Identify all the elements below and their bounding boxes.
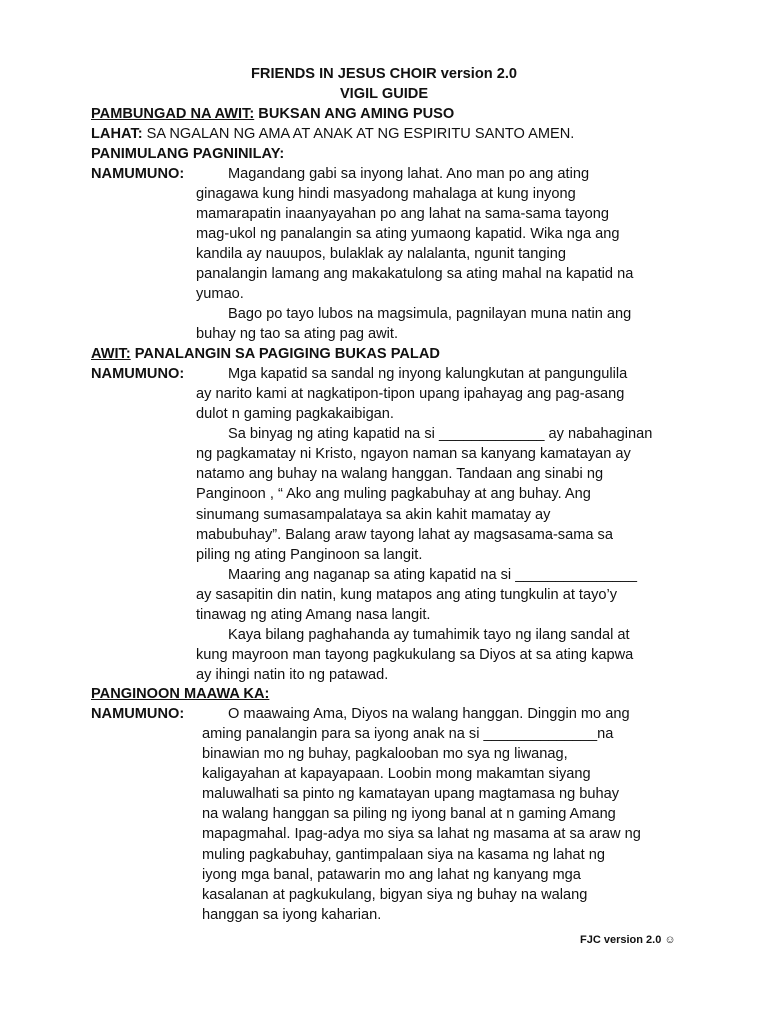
text-line: maluwalhati sa pinto ng kamatayan upang magtamasa ng buhay — [202, 786, 619, 803]
document-subtitle: VIGIL GUIDE — [339, 86, 429, 102]
text-line: kasalanan at pagkukulang, bigyan siya ng buhay na walang — [202, 886, 588, 903]
song2-line — [91, 344, 440, 364]
page-footer: FJC version 2.0 ☺ — [580, 934, 676, 946]
speaker-label-2: NAMUMUNO: — [91, 366, 185, 382]
all-line — [91, 124, 574, 144]
kyrie-heading: PANGINOON MAAWA KA: — [91, 686, 270, 702]
song2-label: AWIT: — [91, 346, 131, 362]
text-line: muling pagkabuhay, gantimpalaan siya na kasama ng lahat ng — [202, 846, 605, 863]
text-line: hanggan sa iyong kaharian. — [202, 906, 382, 923]
text-line: dulot n gaming pagkakaibigan. — [196, 406, 394, 423]
section1-first-line: Magandang gabi sa inyong lahat. Ano man po ang ating — [228, 166, 590, 182]
text-line: mabubuhay”. Balang araw tayong lahat ay magsasama-sama sa — [196, 526, 613, 543]
speaker-label-3: NAMUMUNO: — [91, 706, 185, 722]
text-line: mamarapatin inaanyayahan po ang lahat na sama-sama tayong — [196, 206, 609, 223]
text-line: yumao. — [196, 286, 244, 303]
text-line: kandila ay nauupos, bulaklak ay nalalanta, ngunit tanging — [196, 246, 566, 263]
section1-paragraph-2 — [196, 304, 631, 344]
opening-song-title: BUKSAN ANG AMING PUSO — [258, 106, 455, 122]
opening-song-label: PAMBUNGAD NA AWIT: — [91, 106, 255, 122]
song2-title: PANALANGIN SA PAGIGING BUKAS PALAD — [134, 346, 440, 362]
all-text: SA NGALAN NG AMA AT ANAK AT NG ESPIRITU SANTO AMEN. — [146, 126, 575, 142]
text-line: aming panalangin para sa iyong anak na si ______________na — [202, 726, 614, 742]
text-line: buhay ng tao sa ating pag awit. — [196, 326, 399, 343]
text-line: ay narito kami at nagkatipon-tipon upang ipahayag ang pag-asang — [196, 386, 625, 402]
text-line: ay sasapitin din natin, kung matapos ang ating tungkulin at tayo’y — [196, 586, 618, 603]
text-line: Bago po tayo lubos na magsimula, pagnilayan muna natin ang — [228, 306, 632, 322]
text-line: mapagmahal. Ipag-adya mo siya sa lahat ng masama at sa araw ng — [202, 826, 641, 843]
text-line: ng pagkamatay ni Kristo, ngayon naman sa kanyang kamatayan ay — [196, 446, 631, 463]
text-line: panalangin lamang ang makakatulong sa ating mahal na kapatid na — [196, 266, 634, 283]
speaker-label-1: NAMUMUNO: — [91, 166, 185, 182]
text-line: mag-ukol ng panalangin sa ating yumaong kapatid. Wika nga ang — [196, 226, 620, 243]
document-title: FRIENDS IN JESUS CHOIR version 2.0 — [250, 66, 517, 82]
text-line: Kaya bilang paghahanda ay tumahimik tayo ng ilang sandal at — [228, 627, 630, 644]
text-line: kung mayroon man tayong pagkukulang sa Diyos at sa ating kapwa — [196, 647, 634, 664]
section2-first-line: Mga kapatid sa sandal ng inyong kalungkutan at pangungulila — [228, 366, 628, 382]
text-line: Maaring ang naganap sa ating kapatid na si _______________ — [228, 566, 637, 583]
all-label: LAHAT: — [91, 126, 143, 142]
section3-paragraph — [202, 724, 641, 925]
text-line: ginagawa kung hindi masyadong mahalaga at kung inyong — [196, 186, 576, 202]
text-line: Panginoon , “ Ako ang muling pagkabuhay at ang buhay. Ang — [196, 486, 591, 503]
text-line: tinawag ng ating Amang nasa langit. — [196, 607, 431, 624]
text-line: ay ihingi natin ito ng patawad. — [196, 667, 389, 684]
text-line: Sa binyag ng ating kapatid na si _____________ ay nabahaginan — [228, 426, 653, 443]
text-line: natamo ang buhay na walang hanggan. Tandaan ang sinabi ng — [196, 466, 604, 483]
section2-paragraph — [196, 384, 652, 685]
text-line: piling ng ating Panginoon sa langit. — [196, 546, 423, 563]
reflection-heading: PANIMULANG PAGNINILAY: — [91, 146, 285, 162]
text-line: iyong mga banal, patawarin mo ang lahat ng kanyang mga — [202, 866, 581, 883]
text-line: binawian mo ng buhay, pagkalooban mo sya ng liwanag, — [202, 746, 568, 763]
opening-song-line — [91, 104, 454, 124]
text-line: na walang hanggan sa piling ng iyong banal at n gaming Amang — [202, 806, 616, 823]
text-line: kaligayahan at kapayapaan. Loobin mong makamtan siyang — [202, 766, 591, 783]
section1-paragraph — [196, 184, 633, 305]
section3-first-line: O maawaing Ama, Diyos na walang hanggan. Dinggin mo ang — [228, 706, 630, 722]
text-line: sinumang sumasampalataya sa akin kahit mamatay ay — [196, 506, 551, 523]
